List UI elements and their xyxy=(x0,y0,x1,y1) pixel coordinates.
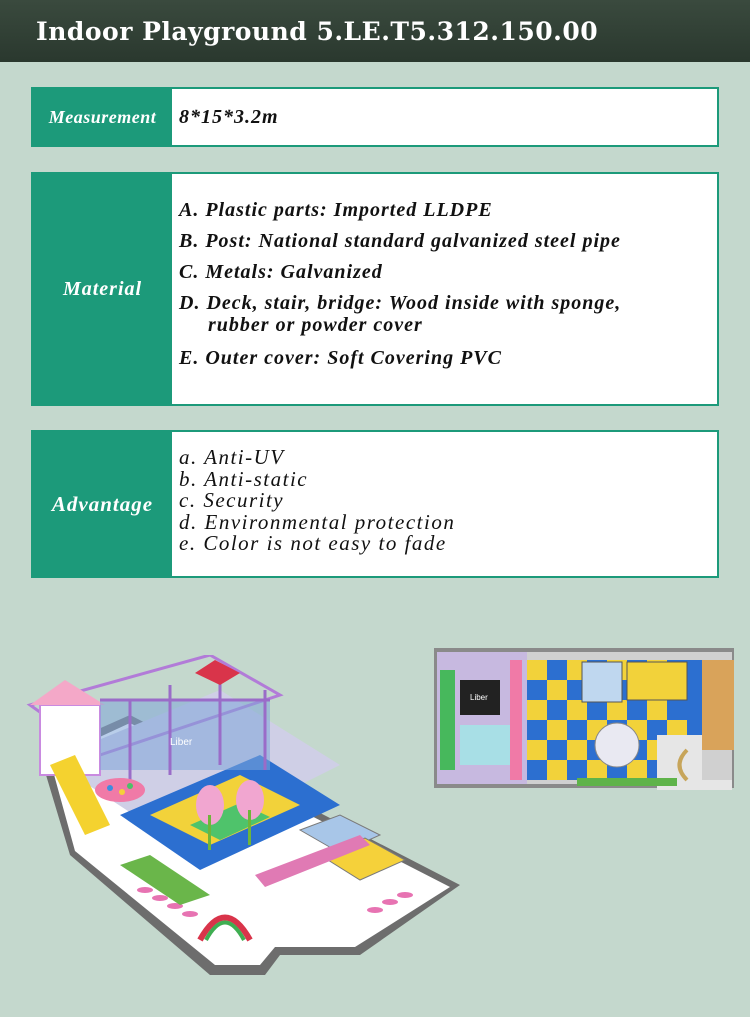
material-item: E. Outer cover: Soft Covering PVC xyxy=(179,347,502,369)
top-view-brand-text: Liber xyxy=(470,693,488,702)
advantage-item: b. Anti-static xyxy=(179,466,309,491)
advantage-list xyxy=(172,432,717,576)
page-header xyxy=(0,0,750,62)
page-title: Indoor Playground 5.LE.T5.312.150.00 xyxy=(36,16,599,46)
material-item xyxy=(179,291,717,346)
material-item: B. Post: National standard galvanized steel pipe xyxy=(179,230,621,252)
advantage-item: d. Environmental protection xyxy=(179,509,456,534)
material-item: C. Metals: Galvanized xyxy=(179,261,383,283)
advantage-item: c. Security xyxy=(179,488,285,512)
measurement-value: 8*15*3.2m xyxy=(179,105,279,128)
material-item-d-continuation: rubber or powder cover xyxy=(208,314,423,336)
material-list xyxy=(172,174,717,404)
material-item-d: D. Deck, stair, bridge: Wood inside with sponge, xyxy=(179,292,622,314)
material-card xyxy=(31,172,719,406)
material-item: A. Plastic parts: Imported LLDPE xyxy=(179,199,493,221)
perspective-brand-text: Liber xyxy=(170,737,193,748)
playground-perspective-image xyxy=(10,655,460,975)
measurement-card xyxy=(31,87,719,147)
advantage-item: a. Anti-UV xyxy=(179,445,285,469)
material-label: Material xyxy=(33,174,172,404)
advantage-card xyxy=(31,430,719,578)
measurement-label: Measurement xyxy=(33,89,172,145)
playground-top-view-image xyxy=(432,640,744,802)
advantage-label: Advantage xyxy=(33,432,172,576)
advantage-item: e. Color is not easy to fade xyxy=(179,531,447,555)
